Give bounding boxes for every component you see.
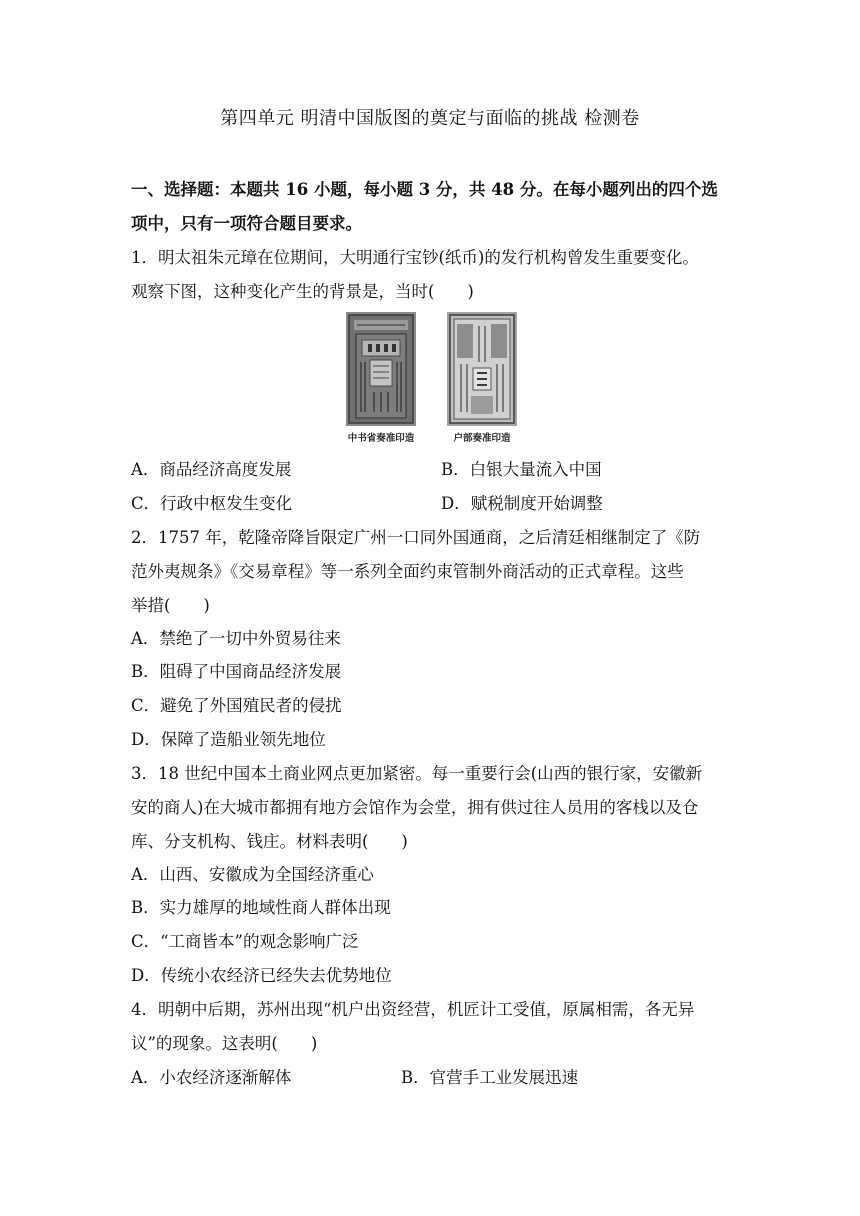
q1-option-c: C．行政中枢发生变化 [131, 494, 293, 513]
q4-stem-line-2: 议”的现象。这表明( ) [131, 1034, 318, 1053]
q3-option-a: A．山西、安徽成为全国经济重心 [131, 865, 374, 884]
q1-stem-line-2: 观察下图，这种变化产生的背景是，当时( ) [131, 282, 474, 301]
q3-option-b: B．实力雄厚的地域性商人群体出现 [131, 898, 391, 917]
q1-stem-line-1: 1．明太祖朱元璋在位期间，大明通行宝钞(纸币)的发行机构曾发生重要变化。 [131, 248, 699, 267]
zhongshu-banknote-image [346, 312, 416, 426]
hubu-banknote-image [447, 312, 517, 426]
q3-option-d: D．传统小农经济已经失去优势地位 [131, 966, 392, 985]
q3-stem-line-3: 库、分支机构、钱庄。材料表明( ) [131, 832, 408, 851]
document-title: 第四单元 明清中国版图的奠定与面临的挑战 检测卷 [220, 108, 640, 129]
q4-stem-line-1: 4．明朝中后期，苏州出现“机户出资经营，机匠计工受值，原属相需，各无异 [131, 1000, 695, 1019]
caption-hubu: 户部奏准印造 [453, 433, 511, 444]
q1-option-b: B．白银大量流入中国 [441, 460, 602, 479]
q1-option-d: D．赋税制度开始调整 [441, 494, 603, 513]
q2-option-a: A．禁绝了一切中外贸易往来 [131, 629, 341, 648]
q1-option-a: A．商品经济高度发展 [131, 460, 292, 479]
q4-option-b: B．官营手工业发展迅速 [401, 1068, 579, 1087]
q2-option-c: C．避免了外国殖民者的侵扰 [131, 696, 342, 715]
q4-option-a: A．小农经济逐渐解体 [131, 1068, 292, 1087]
q3-stem-line-2: 安的商人)在大城市都拥有地方会馆作为会堂，拥有供过往人员用的客栈以及仓 [131, 798, 699, 817]
banknote-figure [338, 312, 523, 446]
q2-stem-line-1: 2．1757 年，乾隆帝降旨限定广州一口同外国通商，之后清廷相继制定了《防 [131, 528, 701, 547]
q3-stem-line-1: 3．18 世纪中国本土商业网点更加紧密。每一重要行会(山西的银行家，安徽新 [131, 764, 703, 783]
q2-stem-line-2: 范外夷规条》《交易章程》等一系列全面约束管制外商活动的正式章程。这些 [131, 562, 684, 581]
q2-option-d: D．保障了造船业领先地位 [131, 730, 326, 749]
q2-option-b: B．阻碍了中国商品经济发展 [131, 662, 342, 681]
section-instructions-line-1: 一、选择题：本题共 16 小题，每小题 3 分，共 48 分。在每小题列出的四个选 [131, 180, 718, 199]
q3-option-c: C．“工商皆本”的观念影响广泛 [131, 932, 359, 951]
section-instructions-line-2: 项中，只有一项符合题目要求。 [131, 214, 362, 233]
caption-zhongshu: 中书省奏准印造 [347, 433, 415, 444]
q2-stem-line-3: 举措( ) [131, 596, 210, 615]
